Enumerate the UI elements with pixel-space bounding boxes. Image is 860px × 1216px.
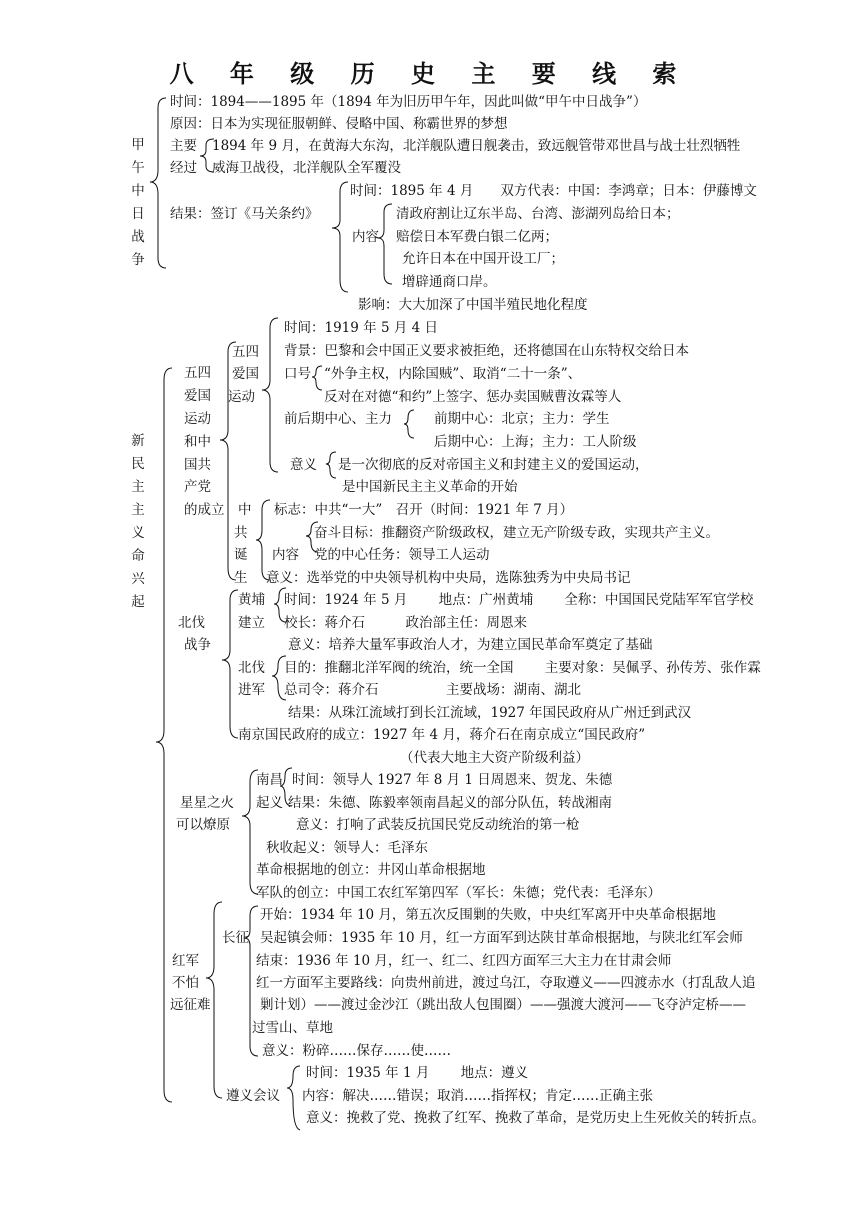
hongjun-label-3: 远征难 [170, 997, 211, 1013]
changzheng-route-2: 剿计划）——渡过金沙江（跳出敌人包围圈）——强渡大渡河——飞夺泸定桥—— [260, 997, 746, 1013]
wusi-group-label-5: 国共 [184, 457, 211, 473]
jiawu-main-label-1: 主要 [170, 138, 197, 154]
changzheng-meaning: 意义：粉碎……保存……使…… [262, 1043, 451, 1059]
wusi-slogan-2: 反对在对德“和约”上签字、惩办卖国贼曹汝霖等人 [324, 389, 622, 405]
xingxing-label-1: 星星之火 [180, 795, 234, 811]
treaty-time: 时间：1895 年 4 月 双方代表：中国：李鸿章；日本：伊藤博文 [350, 183, 757, 199]
huangpu-head: 校长：蒋介石 政治部主任：周恩来 [284, 615, 527, 631]
jiawu-cause: 原因：日本为实现征服朝鲜、侵略中国、称霸世界的梦想 [170, 116, 508, 132]
beifa-commander: 总司令：蒋介石 主要战场：湖南、湖北 [284, 682, 581, 698]
changzheng-wuqi: 吴起镇会师：1935 年 10 月，红一方面军到达陕甘革命根据地，与陕北红军会师 [260, 930, 743, 946]
qiushou: 秋收起义：领导人：毛泽东 [266, 840, 428, 856]
changzheng-end: 结束：1936 年 10 月，红一、红二、红四方面军三大主力在甘肃会师 [256, 953, 672, 969]
wusi-meaning-label: 意义 [290, 457, 317, 473]
treaty-content-4: 增辟通商口岸。 [402, 274, 497, 290]
zunyi-time: 时间：1935 年 1 月 地点：遵义 [306, 1065, 529, 1081]
wusi-center-1: 前期中心：北京；主力：学生 [434, 411, 610, 427]
brace-wusi [262, 318, 278, 472]
brace-beifa [222, 590, 238, 738]
zunyi-meaning: 意义：挽救了党、挽救了红军、挽救了革命，是党历史上生死攸关的转折点。 [306, 1110, 765, 1126]
wusi-group-label-3: 运动 [184, 411, 211, 427]
ccp-content-label: 内容 [272, 547, 299, 563]
wusi-slogan-1: “外争主权，内除国贼”、取消“二十一条”、 [324, 366, 582, 382]
nanjing-note: （代表大地主大资产阶级利益） [400, 750, 589, 766]
wusi-center-label: 前后期中心、主力 [284, 411, 392, 427]
wusi-group-label-7: 的成立 [184, 502, 225, 518]
hongjun-label-1: 红军 [172, 953, 199, 969]
huangpu-label-1: 黄埔 [238, 592, 265, 608]
brace-ccp [256, 500, 270, 580]
changzheng-route-3: 过雪山、草地 [252, 1020, 333, 1036]
brace-xinminzhu [156, 368, 172, 1102]
huangpu-label-2: 建立 [238, 615, 265, 631]
beifa-march-label-1: 北伐 [238, 660, 265, 676]
wusi-label-1: 五四 [232, 344, 259, 360]
beifa-label-2: 战争 [184, 637, 211, 653]
wusi-slogan-label: 口号 [284, 366, 311, 382]
jiawu-side-label: 甲午中日战争 [131, 137, 145, 268]
zunyi-content: 内容：解决……错误；取消……指挥权；肯定……正确主张 [302, 1088, 653, 1104]
ccp-label-1: 中 [238, 502, 252, 518]
jiawu-event-2: 威海卫战役，北洋舰队全军覆没 [212, 160, 401, 176]
army-founding: 军队的创立：中国工农红军第四军（军长：朱德；党代表：毛泽东） [256, 885, 661, 901]
zunyi-label: 遵义会议 [226, 1088, 280, 1104]
ccp-label-3: 诞 [234, 547, 248, 563]
huangpu-time: 时间：1924 年 5 月 地点：广州黄埔 全称：中国国民党陆军军官学校 [284, 592, 754, 608]
hongjun-label-2: 不怕 [172, 975, 199, 991]
page-title: 八 年 级 历 史 主 要 线 索 [169, 60, 691, 88]
beifa-goal: 目的：推翻北洋军阀的统治，统一全国 主要对象：吴佩孚、孙传芳、张作霖 [284, 660, 761, 676]
treaty-content-label: 内容 [352, 229, 379, 245]
wusi-meaning-2: 是中国新民主主义革命的开始 [342, 479, 518, 495]
wusi-group-label-4: 和中 [184, 434, 211, 450]
nanchang-label-1: 南昌 [256, 772, 283, 788]
wusi-group-label-1: 五四 [184, 365, 211, 381]
jiawu-main-label-2: 经过 [170, 160, 197, 176]
wusi-group-label-2: 爱国 [184, 388, 211, 404]
wusi-meaning-1: 是一次彻底的反对帝国主义和封建主义的爱国运动， [338, 457, 649, 473]
changzheng-label: 长征 [222, 930, 249, 946]
brace-jiawu [150, 98, 166, 268]
changzheng-route-1: 红一方面军主要路线：向贵州前进，渡过乌江，夺取遵义——四渡赤水（打乱敌人追 [256, 975, 756, 991]
wusi-group-label-6: 产党 [184, 479, 211, 495]
treaty-content-2: 赔偿日本军费白银二亿两； [396, 229, 558, 245]
changzheng-start: 开始：1934 年 10 月，第五次反围剿的失败，中央红军离开中央革命根据地 [260, 907, 716, 923]
treaty-content-1: 清政府割让辽东半岛、台湾、澎湖列岛给日本； [396, 206, 680, 222]
nanchang-meaning: 意义：打响了武装反抗国民党反动统治的第一枪 [296, 817, 580, 833]
xinminzhu-side-label: 新民主主义命兴起 [131, 433, 145, 610]
huangpu-meaning: 意义：培养大量军事政治人才，为建立国民革命军奠定了基础 [288, 637, 653, 653]
jiawu-result: 结果：签订《马关条约》 [170, 206, 319, 222]
nanchang-label-2: 起义 [256, 795, 283, 811]
jiawu-event-1: 1894 年 9 月，在黄海大东沟，北洋舰队遭日舰袭击，致远舰管带邓世昌与战士壮烈牺牲 [212, 138, 741, 154]
wusi-center-2: 后期中心：上海；主力：工人阶级 [434, 434, 637, 450]
nanchang-result: 结果：朱德、陈毅率领南昌起义的部分队伍，转战湘南 [288, 795, 612, 811]
beifa-label-1: 北伐 [178, 615, 205, 631]
wusi-time: 时间：1919 年 5 月 4 日 [284, 320, 438, 336]
brace-center [404, 410, 414, 438]
ccp-label-2: 共 [234, 525, 248, 541]
treaty-impact: 影响：大大加深了中国半殖民地化程度 [358, 297, 588, 313]
brace-treaty [332, 182, 348, 292]
wusi-background: 背景：巴黎和会中国正义要求被拒绝，还将德国在山东特权交给日本 [284, 343, 689, 359]
brace-treaty-content [378, 204, 392, 284]
treaty-content-3: 允许日本在中国开设工厂； [402, 251, 564, 267]
beifa-result: 结果：从珠江流域打到长江流域，1927 年国民政府从广州迁到武汉 [288, 705, 692, 721]
ccp-label-4: 生 [234, 570, 248, 586]
xingxing-label-2: 可以燎原 [176, 817, 230, 833]
beifa-march-label-2: 进军 [238, 682, 265, 698]
brace-zunyi [287, 1066, 300, 1130]
wusi-label-3: 运动 [228, 389, 255, 405]
nanchang-time: 时间：领导人 1927 年 8 月 1 日周恩来、贺龙、朱德 [292, 772, 613, 788]
jiawu-time: 时间：1894——1895 年（1894 年为旧历甲午年，因此叫做“甲午中日战争”） [170, 94, 647, 110]
brace-meaning [326, 452, 336, 478]
ccp-goal: 奋斗目标：推翻资产阶级政权，建立无产阶级专政，实现共产主义。 [314, 525, 719, 541]
ccp-task: 党的中心任务：领导工人运动 [314, 547, 490, 563]
wusi-label-2: 爱国 [232, 366, 259, 382]
base-founding: 革命根据地的创立：井冈山革命根据地 [256, 862, 486, 878]
nanjing-gov: 南京国民政府的成立：1927 年 4 月，蒋介石在南京成立“国民政府” [238, 727, 646, 743]
ccp-mark: 标志：中共“一大” 召开（时间：1921 年 7 月） [274, 502, 574, 518]
brace-slogan [312, 366, 322, 390]
ccp-meaning: 意义：选举党的中央领导机构中央局，选陈独秀为中央局书记 [266, 570, 631, 586]
